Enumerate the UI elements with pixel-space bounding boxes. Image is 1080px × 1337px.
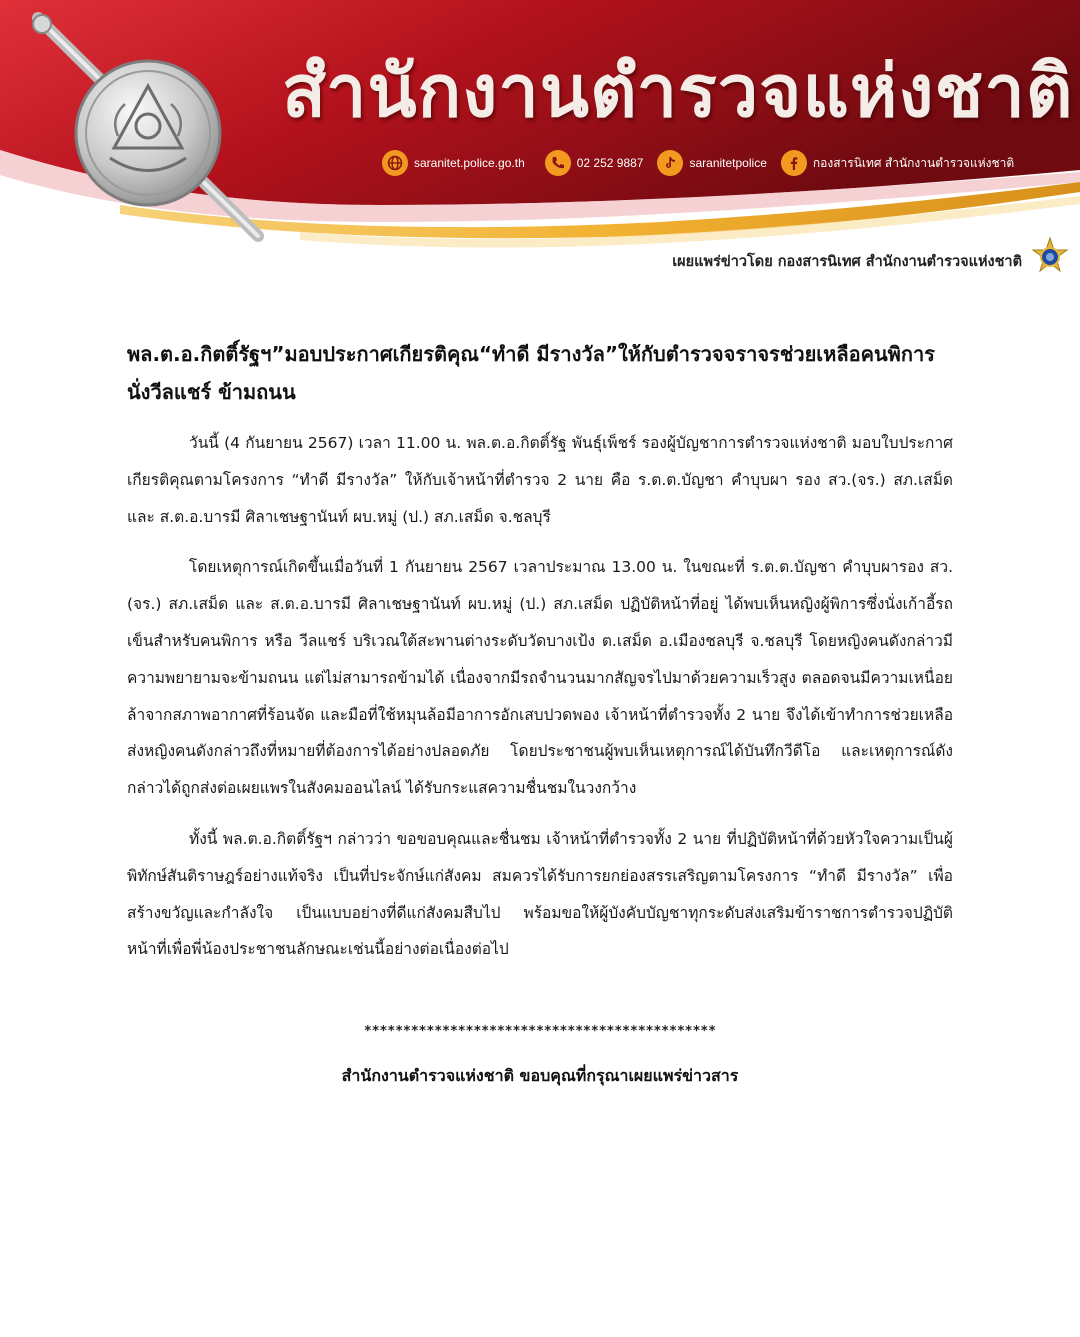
article-paragraph-2: โดยเหตุการณ์เกิดขึ้นเมื่อวันที่ 1 กันยายน 2567 เวลาประมาณ 13.00 น. ในขณะที่ ร.ต.ต.บัญชา คำบุบผารอง สว.(จร.) สภ.เสม็ด และ ส.ต.อ.บารมี ศิลาเชษฐานันท์ ผบ.หมู่ (ป.) สภ.เสม็ด ปฏิบัติหน้าที่อยู่ ได้พบเห็นหญิงผู้พิการซึ่งนั่งเก้าอี้รถเข็นสำหรับคนพิการ หรือ วีลแชร์ บริเวณใต้สะพานต่างระดับวัดบางเป้ง ต.เสม็ด อ.เมืองชลบุรี จ.ชลบุรี โดยหญิงคนดังกล่าวมีความพยายามจะข้ามถนน แต่ไม่สามารถข้ามได้ เนื่องจากมีรถจำนวนมากสัญจรไปมาด้วยความเร็วสูง ตลอดจนมีความเหนื่อยล้าจากสภาพอากาศที่ร้อนจัด และมือที่ใช้หมุนล้อมีอาการอักเสบปวดพอง เจ้าหน้าที่ตำรวจทั้ง 2 นาย จึงได้เข้าทำการช่วยเหลือ ส่งหญิงคนดังกล่าวถึงที่หมายที่ต้องการได้อย่างปลอดภัย โดยประชาชนผู้พบเห็นเหตุการณ์ได้บันทึกวีดีโอ และเหตุการณ์ดังกล่าวได้ถูกส่งต่อเผยแพรในสังคมออนไลน์ ได้รับกระแสความชื่นชมในวงกว้าง [127, 558, 953, 798]
facebook-icon [781, 150, 807, 176]
publisher-line: เผยแพร่ข่าวโดย กองสารนิเทศ สำนักงานตำรวจแห่งชาติ [672, 254, 1022, 270]
closing-line: สำนักงานตำรวจแห่งชาติ ขอบคุณที่กรุณาเผยแพร่ข่าวสาร [341, 1066, 739, 1085]
police-emblem [30, 8, 270, 248]
contact-facebook-text: กองสารนิเทศ สำนักงานตำรวจแห่งชาติ [812, 155, 1015, 170]
contact-facebook[interactable] [781, 150, 1014, 176]
phone-icon [545, 150, 571, 176]
contact-website[interactable] [382, 150, 525, 176]
contact-bar [382, 148, 1042, 178]
article-paragraph-3: ทั้งนี้ พล.ต.อ.กิตติ์รัฐฯ กล่าวว่า ขอขอบคุณและชื่นชม เจ้าหน้าที่ตำรวจทั้ง 2 นาย ที่ปฏิบัติหน้าที่ด้วยหัวใจความเป็นผู้พิทักษ์สันติราษฎร์อย่างแท้จริง เป็นที่ประจักษ์แก่สังคม สมควรได้รับการยกย่องสรรเสริญตามโครงการ “ทำดี มีรางวัล” เพื่อสร้างขวัญและกำลังใจ เป็นแบบอย่างที่ดีแก่สังคมสืบไป พร้อมขอให้ผู้บังคับบัญชาทุกระดับส่งเสริมข้าราชการตำรวจปฏิบัติหน้าที่เพื่อพี่น้องประชาชนลักษณะเช่นนี้อย่างต่อเนื่องต่อไป [127, 829, 953, 959]
contact-tiktok-text: saranitetpolice [689, 156, 767, 170]
contact-phone-text: 02 252 9887 [576, 156, 644, 170]
article-paragraph-1: วันนี้ (4 กันยายน 2567) เวลา 11.00 น. พล.ต.อ.กิตติ์รัฐ พันธุ์เพ็ชร์ รองผู้บัญชาการตำรวจแห่งชาติ มอบใบประกาศเกียรติคุณตามโครงการ “ทำดี มีรางวัล” ให้กับเจ้าหน้าที่ตำรวจ 2 นาย คือ ร.ต.ต.บัญชา คำบุบผา รอง สว.(จร.) สภ.เสม็ด และ ส.ต.อ.บารมี ศิลาเชษฐานันท์ ผบ.หมู่ (ป.) สภ.เสม็ด จ.ชลบุรี [127, 434, 953, 526]
header-banner [0, 0, 1080, 270]
separator-line: ********************************************* [363, 1024, 717, 1039]
police-badge-icon [1030, 237, 1070, 277]
article-body [127, 425, 953, 982]
organization-title: สำนักงานตำรวจแห่งชาติ [282, 49, 1074, 133]
article-headline: พล.ต.อ.กิตติ์รัฐฯ”มอบประกาศเกียรติคุณ“ทำดี มีรางวัล”ให้กับตำรวจจราจรช่วยเหลือคนพิการนั่งวีลแชร์ ข้ามถนน [127, 342, 935, 404]
globe-icon [382, 150, 408, 176]
contact-tiktok[interactable] [657, 150, 766, 176]
contact-website-text: saranitet.police.go.th [414, 156, 525, 170]
contact-phone[interactable] [545, 150, 644, 176]
tiktok-icon [657, 150, 683, 176]
